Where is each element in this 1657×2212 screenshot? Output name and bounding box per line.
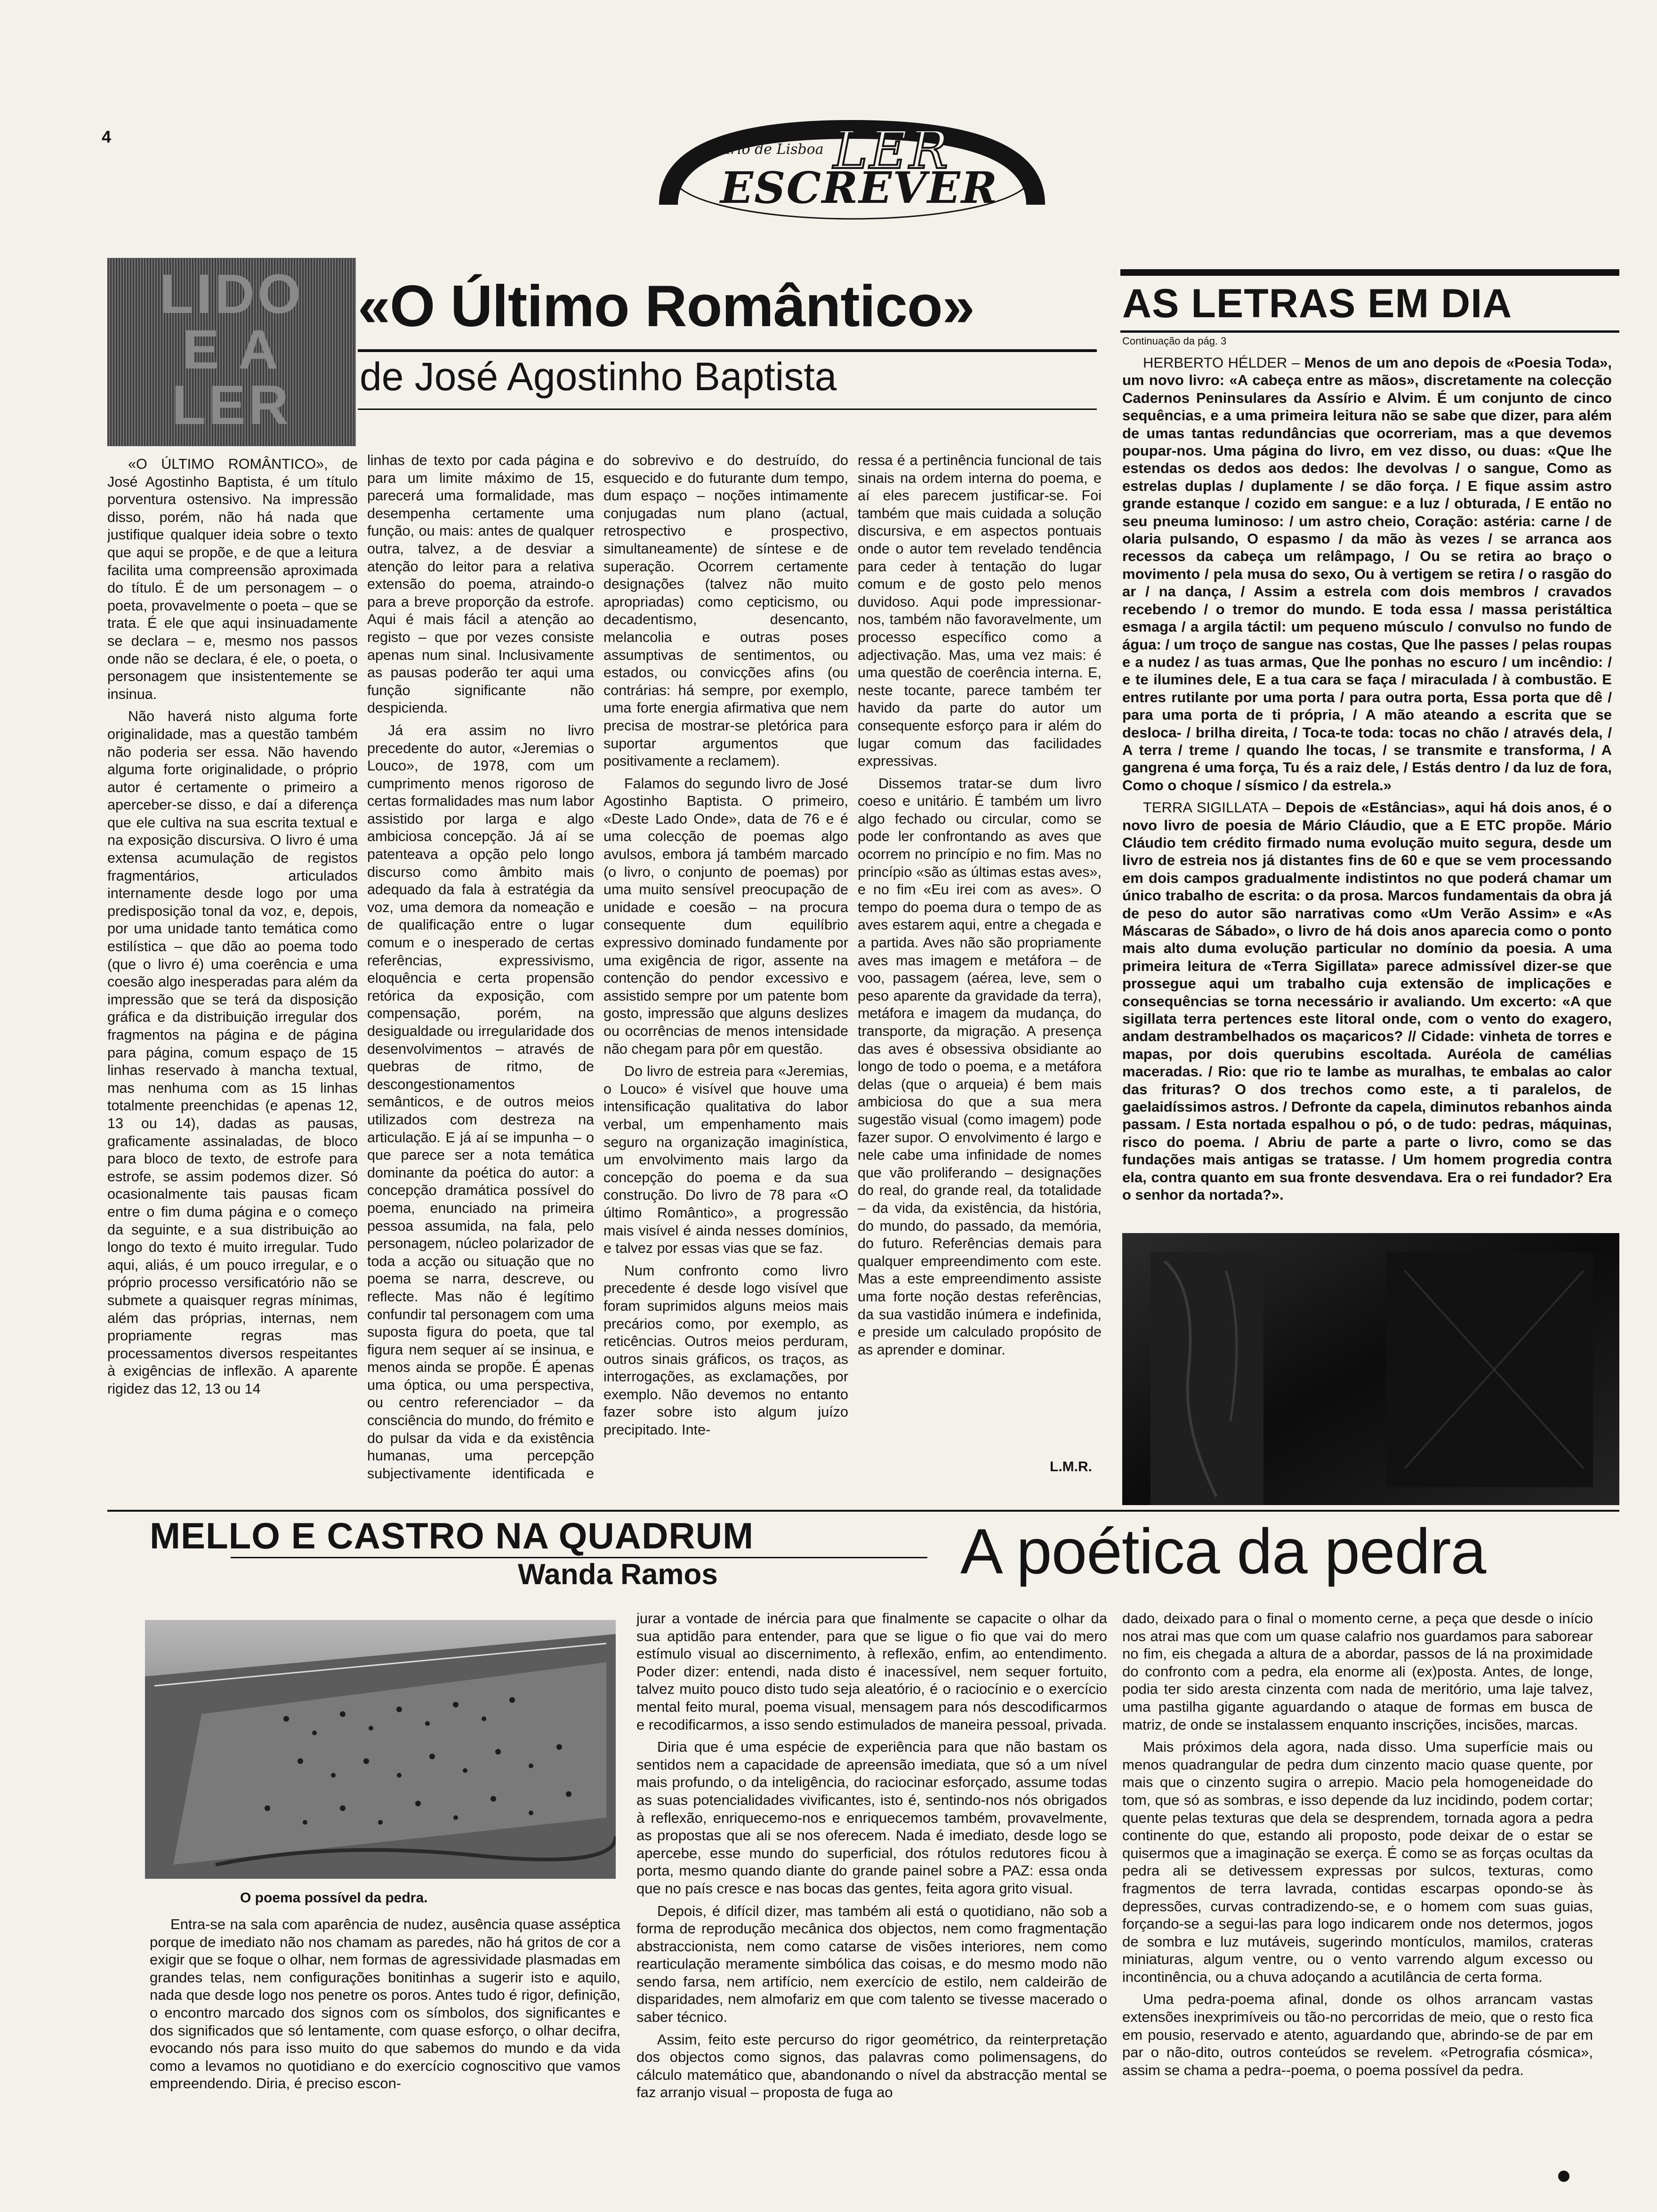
article-paragraph: do sobrevivo e do destruído, do esquecido e do futurante dum tempo, dum espaço – noções intimamente conjugadas num plano (actual, retrospectivo e prospectivo, simultaneamente) de síntese e de superação. Ocorrem certamente designações (talvez não muito apropriadas) como cepticismo, ou decadentismo, desencanto, melancolia e outras poses assumptivas de sentimentos, ou estados, ou convicções afins (ou contrárias: há sempre, por exemplo, uma forte energia afirmativa que nem precisa de mostrar-se pletórica para suportar argumentos que positivamente a reclamem).: [603, 452, 848, 769]
escrever-logo: ESCREVER: [720, 162, 998, 213]
article-paragraph: Não haverá nisto alguma forte originalidade, mas a questão também não poderia ser essa. Não havendo alguma forte originalidade, o próprio autor é certamente o primeiro a aperceber-se disso, e daí a diferença que ele cultiva na sua escrita textual e na exposição discursiva. O livro é uma extensa acumulação de registos fragmentários, articulados internamente desde logo por uma predisposição tonal da voz, e, depois, por uma unidade tanto temática como estilística – que dão ao poema todo (que o livro é) uma coerência e uma coesão algo inesperadas para além da impressão que se terá da disposição gráfica e da distribuição irregular dos fragmentos na página e de página para página, comum espaço de 15 linhas reservado à mancha textual, mas nenhuma com as 15 linhas totalmente preenchidas (e apenas 12, 13 ou 14), dadas as pausas, graficamente assinaladas, de bloco para bloco de texto, de estrofe para estrofe, se assim podemos dizer. Só ocasionalmente tais pausas ficam entre o fim duma página e o começo da seguinte, e a sua distribuição ao longo do texto é muito irregular. Tudo aqui, aliás, é um pouco irregular, e o próprio processo versificatório não se submete a quaisquer regras mínimas, além das próprias, internas, nem propriamente regras mas processamentos diversos respeitantes à exigências de inflexão. A aparente rigidez das 12, 13 ou 14: [107, 708, 358, 1397]
title-rule: [358, 349, 1097, 352]
letras-lead: HERBERTO HÉLDER –: [1143, 354, 1304, 371]
stone-photo-image: [145, 1620, 616, 1879]
mello-paragraph: Mais próximos dela agora, nada disso. Uma superfície mais ou menos quadrangular de pedra dum cinzento macio quase quente, por mais que o cinzento sugira o arrepio. Macio pela homogeneidade do tom, que só as sombras, e isso depende da luz incidindo, podem cortar; quente pelas texturas que dela se desprendem, tornada agora a pedra continente do que, estando ali proposto, pode deixar de o estar se quisermos que a imaginação se exerça. É como se as forças ocultas da pedra ali se detivessem expressas por sulcos, texturas, como fragmentos de terra lavrada, contidas escarpas opondo-se às depressões, curvas contradizendo-se, e o homem com suas guias, forçando-se a segui-las para logo indicarem onde nos determos, jogos de sombra e luz mutáveis, sugerindo montículos, mamilos, crateras miniaturas, algum ventre, ou o vento varrendo algum excesso ou incontinência, ou a chuva adoçando a acutilância de certa forma.: [1122, 1739, 1593, 1985]
stone-caption: O poema possível da pedra.: [240, 1890, 428, 1906]
letras-title: AS LETRAS EM DIA: [1122, 281, 1512, 326]
letras-text: Depois de «Estâncias», aqui há dois anos, é o novo livro de poesia de Mário Cláudio, que a E ETC propõe. Mário Cláudio tem crédito firmado numa evolução muito segura, desde um livro de estreia nos já distantes fins de 60 e que se vem processando em dois campos gradualmente indistintos no que poderá chamar um único trabalho de escrita: o da prosa. Marcos fundamentais da obra já de peso do autor são narrativas como «Um Verão Assim» e «As Máscaras de Sábado», o livro de há dois anos aparecia como o ponto mais alto duma evolução particular no domínio da poesia. A uma primeira leitura de «Terra Sigillata» parece admissível dizer-se que prossegue aqui um trabalho cuja extensão de implicações e consequências se torna necessário ir avaliando. Um excerto: «A que sigillata terra pertences este litoral onde, com o vento do exagero, andam destrambelhados os maçaricos? // Cidade: vinheta de torres e mapas, por dois querubins escoltada. Auréola de camélias maceradas. / Rio: que rio te lambe as muralhas, te embalas ao calor das frituras? O dos trechos como este, a ti paralelos, de gaelaidíssimos astros. / Defronte da capela, diminutos rebanhos ainda passam. / Esta nortada espalhou o pó, o de tudo: pedras, máquinas, risco do poema. / Abriu de parte a parte o livro, como se das fundações mais antigas se tratasse. / Um homem progredia contra ela, contra quanto em sua fronte desvendava. Era o rei fundador? Era o senhor da nortada?».: [1122, 799, 1612, 1203]
article-column-3: [603, 452, 848, 1483]
ler-logo: LER: [833, 120, 950, 180]
mello-paragraph: Entra-se na sala com aparência de nudez, ausência quase asséptica porque de imediato não nos chamam as paredes, não há gritos de cor a exigir que se foque o olhar, nem formas de agressividade plasmadas em grandes telas, nem configurações bonitinhas a sugerir isto e aquilo, nada que desde logo nos penetre os poros. Antes tudo é rigor, definição, o encontro marcado dos signos com os símbolos, dos significantes e dos significados que só lentamente, com quase esforço, o olhar decifra, evocando nós para isso muito do que sabemos do mundo e da vida como a levamos no quotidiano e do exercício cognoscitivo que vamos empreendendo. Diria, é preciso escon-: [150, 1916, 620, 2092]
mello-paragraph: Uma pedra-poema afinal, donde os olhos arrancam vastas extensões inexprimíveis ou tão-no percorridas de meio, que o resto fica em pousio, reservado e atento, aguardando que, abrindo-se de par em par o não-dito, outros conteúdos se revelem. «Petrografia cósmica», assim se chama a pedra--poema, o poema possível da pedra.: [1122, 1991, 1593, 2078]
mello-paragraph: Assim, feito este percurso do rigor geométrico, da reinterpretação dos objectos como signos, das palavras como polimensagens, do cálculo matemático que, abandonando o nível da abstracção mental se faz arranjo visual – proposta de fuga ao: [636, 2031, 1107, 2101]
letras-body: [1122, 354, 1612, 1220]
article-column-2: [367, 452, 594, 1483]
letras-continuation: Continuação da pág. 3: [1122, 335, 1227, 347]
letras-photo-texture: [1122, 1233, 1619, 1505]
letras-title-rule: [1120, 330, 1619, 333]
stone-photo: [145, 1620, 616, 1879]
letras-lead: TERRA SIGILLATA –: [1143, 799, 1286, 816]
article-column-4: [858, 452, 1102, 1440]
mello-paragraph: Depois, é difícil dizer, mas também ali está o quotidiano, não sob a forma de reprodução mecânica dos objectos, nem como fragmentação abstraccionista, nem como catarse de visões interiores, nem como rearticulação meramente simbólica das coisas, e do mesmo modo não sendo farsa, nem artifício, nem exercício de estilo, nem caldeirão de disparidades, nem almofariz em que com talento se tivesse macerado o saber técnico.: [636, 1902, 1107, 2026]
article-paragraph: Já era assim no livro precedente do autor, «Jeremias o Louco», de 1978, com um cumprimento menos rigoroso de certas formalidades mas num labor assistido por larga e algo ambiciosa concepção. Já aí se patenteava a opção pelo longo discurso como âmbito mais adequado da fala à estratégia da voz, uma demora da nomeação e de qualificação entre o lugar comum e o inesperado de certas referências, expressivismo, eloquência e certa propensão retórica da exposição, com compensação, porém, na desigualdade ou irregularidade dos desenvolvimentos – através de quebras de ritmo, de descongestionamentos semânticos, e de outros meios utilizados com destreza na articulação. E já aí se impunha – o que parece ser a nota temática dominante da poética do autor: a concepção dramática possível do poema, enunciado na primeira pessoa assumida, na fala, pelo personagem, núcleo polarizador de toda a acção ou situação que no poema se narra, descreve, ou reflecte. Mas não é legítimo confundir tal personagem com uma suposta figura do poeta, que tal figura nem sequer aí se insinua, e menos ainda se propõe. É apenas uma óptica, ou uma perspectiva, ou centro referenciador – da consciência do mundo, do frémito e do pulsar da vida e da existência humanas, uma percepção subjectivamente identificada e: [367, 722, 594, 1482]
letras-text: Menos de um ano depois de «Poesia Toda», um novo livro: «A cabeça entre as mãos», discretamente na colecção Cadernos Peninsulares da Assírio e Alvim. É um conjunto de cinco sequências, e a uma primeira leitura não se sabe que dizer, para além de umas tantas redundâncias que ocorreriam, mas a que devemos poupar-nos. Uma página do livro, em vez disso, ou duas: «Que lhe estendas os dedos aos dedos: lhe devolvas / o sangue, Como as estrelas duplas / duplamente / se dão força. / E fique assim astro grande estanque / cozido em sangue: e a luz / obturada, / E então no seu pneuma luminoso: / um astro cheio, Coração: astéria: carne / de olaria pulsando, O espasmo / da mão às vezes / se arranca aos recessos da cabeça um relâmpago, / Ou se retira ao braço o movimento / pela musa do sexo, Ou à vertigem se retira / o rasgão do ar / na dança, / Assim a estrela com dois membros / cravados recebendo / o tremor do mundo. E toda essa / massa peristáltica esmaga / a argila táctil: um pequeno músculo / convulso no fundo de água: / um troço de sangue nas costas, Que lhe passes / pelas roupas e a nudez / as tuas armas, Que lhe ponhas no escuro / um incêndio: / e te ilumines dele, E a tua cara se faça / miraculada / à combustão. E entres rutilante por uma porta / para outra porta, Essa porta que dê / para uma porta de ti própria, / A mão ateando a escrita que se desloca- / brilha direita, / Toca-te toda: tocas no chão / através dela, / A terra / treme / quando lhe tocas, / se transmite e transforma, / A gangrena é uma força, Tu és a raiz dele, / Estás dentro / da luz de fora, Como o choque / sísmico / da estrela.»: [1122, 354, 1612, 793]
article-column-1: [107, 456, 358, 1482]
lido-label: LIDO E A LER: [160, 263, 304, 436]
letras-top-rule: [1120, 269, 1619, 276]
mello-title: A poética da pedra: [960, 1515, 1486, 1587]
mello-column-2: [636, 1610, 1107, 2188]
mello-column-3: [1122, 1610, 1593, 2188]
page-number: 4: [102, 127, 112, 146]
article-signature: L.M.R.: [1050, 1459, 1092, 1475]
letras-paragraph: [1122, 354, 1612, 794]
byline-rule: [358, 409, 1097, 410]
mello-paragraph: Diria que é uma espécie de experiência para que não bastam os sentidos nem a capacidade de apreensão imediata, que só a um nível mais profundo, o da inteligência, do raciocinar esforçado, assume todas as suas potencialidades vivificantes, isto é, sentindo-nos nós obrigados à reflexão, enriquecemo-nos e enriquecemos também, provavelmente, as propostas que ali se nos oferecem. Nada é imediato, desde logo se apercebe, esse mundo do superficial, dos rótulos redutores ficou à porta, mesmo quando diante do grande painel sobre a PAZ: essa onda que no país cresce e nas bocas das gentes, feita agora grito visual.: [636, 1739, 1107, 1897]
section-divider: [107, 1510, 1619, 1512]
mello-paragraph: dado, deixado para o final o momento cerne, a peça que desde o início nos atrai mas que com um quase calafrio nos guardamos para saborear no fim, eis chegada a altura de a abordar, passos de lá na proximidade do confronto com a pedra, ela enorme ali (ex)posta. Antes, de longe, podia ter sido aresta cinzenta com nada de meritório, uma laje talvez, uma pastilha gigante aguardando o ataque de formas em busca de matriz, de onde se instalassem enquanto inscrições, incisões, marcas.: [1122, 1610, 1593, 1733]
article-paragraph: Dissemos tratar-se dum livro coeso e unitário. É também um livro algo fechado ou circular, como se pode ler confrontando as aves que ocorrem no princípio e no fim. Mas no princípio «são as últimas estas aves», e no fim «Eu irei com as aves». O tempo do poema dura o tempo de as aves estarem aqui, entre a chegada e a partida. Aves não são propriamente aves mas imagem e metáfora – de voo, passagem (aérea, leve, sem o peso aparente da gravidade da terra), metáfora e imagem da mudança, do transporte, da migração. A presença das aves é obsessiva obsidiante ao longo de todo o poema, e a metáfora delas (que o arqueia) é bem mais ambiciosa do que a sua mera sugestão visual (como imagem) pode fazer supor. O envolvimento é largo e nele cabe uma infinidade de nomes que vão proliferando – designações do real, do grande real, da totalidade – da vida, da existência, da história, do mundo, do passado, da memória, do futuro. Referências demais para qualquer empreendimento com este. Mas a este empreendimento assiste uma forte noção destas referências, da sua vastidão inúmera e indefinida, e preside um calculado propósito de as aprender e dominar.: [858, 775, 1102, 1358]
mello-headline: MELLO E CASTRO NA QUADRUM: [150, 1515, 754, 1556]
article-byline: de José Agostinho Baptista: [360, 354, 837, 399]
article-paragraph: linhas de texto por cada página e para um limite máximo de 15, parecerá uma formalidade, mas desempenha certamente uma função, ou mais: antes de qualquer outra, talvez, a de desviar a atenção do leitor para a relativa extensão do poema, atraindo-o para a breve proporção da estrofe. Aqui é mais fácil a atenção ao registo – que por vezes consiste apenas num sinal. Inclusivamente as pausas poderão ter aqui uma função significante não despicienda.: [367, 452, 594, 716]
letras-paragraph: [1122, 799, 1612, 1203]
article-paragraph: ressa é a pertinência funcional de tais sinais na ordem interna do poema, e aí eles parecem justificar-se. Foi também que mais cuidada a solução discursiva, e em aspectos pontuais onde o autor tem revelado tendência para ceder à tentação do lugar comum e de gosto pelo menos duvidoso. Aqui pode impressionar-nos, também não favoravelmente, um processo específico como a adjectivação. Mas, uma vez mais: é uma questão de coerência interna. E, neste tocante, parece também ter havido da parte do autor um consequente esforço para ir além do lugar comum das facilidades expressivas.: [858, 452, 1102, 769]
letras-photo: [1122, 1233, 1619, 1505]
lido-e-a-ler-box: [107, 258, 356, 446]
mello-paragraph: jurar a vontade de inércia para que finalmente se capacite o olhar da sua aptidão para entender, para que se ligue o fio que vai do mero estímulo visual ao discernimento, à reflexão, enfim, ao entendimento. Poder dizer: entendi, nada disto é inacessível, nem sequer fortuito, talvez muito pouco disto tudo seja aleatório, é o raciocínio e o exercício mental feito mural, poema visual, mensagem para nós descodificarmos e recodificarmos, a isso sendo estimulados de maneira pessoal, privada.: [636, 1610, 1107, 1733]
article-paragraph: Do livro de estreia para «Jeremias, o Louco» é visível que houve uma intensificação qualitativa do labor verbal, um empenhamento mais seguro na organização imaginística, um envolvimento mais largo da concepção do poema e da sua construção. Do livro de 78 para «O último Romântico», a progressão mais visível é ainda nesses domínios, e talvez por essas vias que se faz.: [603, 1063, 848, 1257]
article-paragraph: Num confronto como livro precedente é desde logo visível que foram suprimidos alguns meios mais precários como, por exemplo, as reticências. Outros meios perduram, outros sinais gráficos, os traços, as interrogações, as exclamações, por exemplo. Não devemos no entanto fazer sobre isto algum juízo precipitado. Inte-: [603, 1262, 848, 1438]
article-paragraph: Falamos do segundo livro de José Agostinho Baptista. O primeiro, «Deste Lado Onde», data de 76 e é uma colecção de poemas algo avulsos, embora já também marcado (o livro, o conjunto de poemas) por uma muito sensível preocupação de unidade e coesão – na procura consequente dum equilíbrio expressivo dominado fundamente por uma exigência de rigor, assente na contenção do pendor excessivo e assistido sempre por um patente bom gosto, impressão que alguns deslizes ou ocorrências de menos intensidade não chegam para pôr em questão.: [603, 775, 848, 1057]
mello-column-1: [150, 1915, 620, 2188]
mello-byline: Wanda Ramos: [518, 1558, 718, 1591]
article-paragraph: «O ÚLTIMO ROMÂNTICO», de José Agostinho Baptista, é um título porventura ostensivo. Na impressão disso, porém, não há nada que justifique qualquer ideia sobre o texto que aqui se propõe, e de que a leitura facilita uma compreensão aproximada do título. É de um personagem – o poeta, provavelmente o poeta – que se trata. É ele que aqui insinuadamente se declara – e, mesmo nos passos onde não se declara, é ele, o poeta, o personagem que insistentemente se insinua.: [107, 456, 358, 702]
newspaper-name: Diario de Lisboa: [706, 141, 824, 158]
article-title: «O Último Romântico»: [358, 274, 974, 339]
end-mark: [1558, 2171, 1569, 2182]
masthead: [640, 106, 1064, 224]
